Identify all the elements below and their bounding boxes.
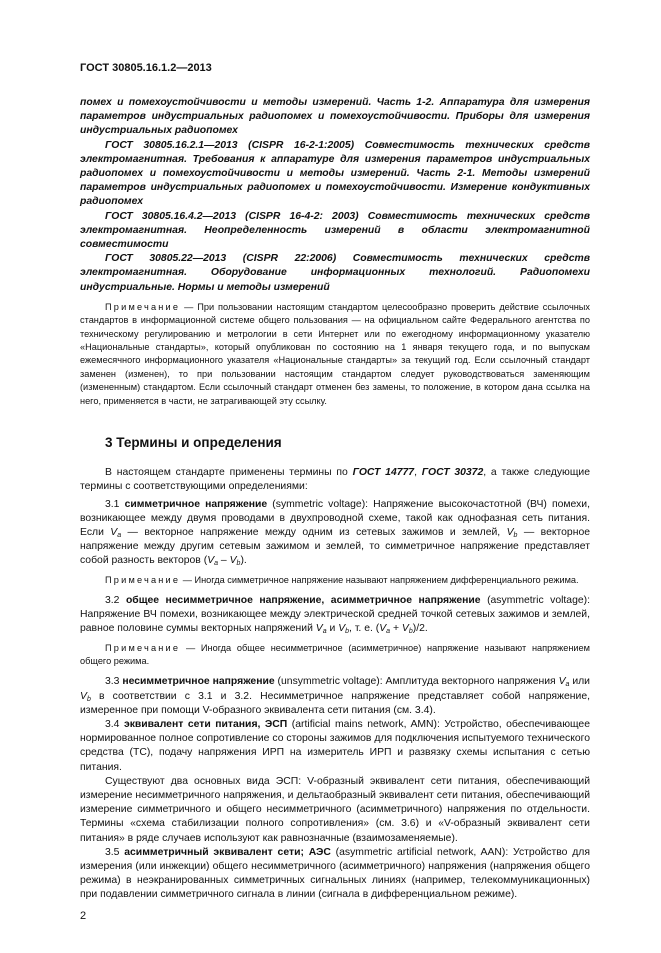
variable-subscript: b: [345, 628, 350, 636]
variable-symbol: V: [401, 623, 409, 635]
variable-symbol: V: [338, 623, 346, 635]
variable: [402, 623, 413, 634]
text-run: (unsymmetric voltage): Амплитуда векторного напряжения: [274, 676, 559, 688]
text-run: ,: [414, 467, 422, 479]
variable: [80, 691, 91, 702]
text-run: +: [390, 623, 402, 635]
variable-symbol: V: [207, 555, 215, 567]
variable-subscript: b: [86, 695, 91, 703]
text-run: и: [326, 623, 339, 635]
term: симметричное напряжение: [124, 498, 268, 510]
variable-symbol: V: [379, 623, 387, 635]
text-run: 3.2: [105, 594, 126, 606]
variable-subscript: b: [408, 628, 413, 636]
paragraph: [80, 210, 590, 253]
note-paragraph: [80, 301, 590, 408]
document-body: [80, 96, 590, 903]
text-run: (artificial mains network, AMN): Устройство, обеспечивающее нормированное полное сопротивление со стороны зажимов для подключения испытуемого технического средства (ТС), подачу напряжения ИРП на измеритель ИРП и развязку схемы испытания с сетью питания.: [80, 718, 590, 773]
text-run: , т. е. (: [349, 623, 380, 635]
text-run: — Иногда симметричное напряжение называют напряжением дифференциального режима.: [180, 574, 579, 585]
term: общее несимметричное напряжение, асимметричное напряжение: [125, 594, 481, 606]
term: асимметричный эквивалент сети; АЭС: [124, 846, 331, 858]
text-run: , а также следующие термины с соответствующими определениями:: [80, 467, 590, 493]
text-run: 3.3: [105, 676, 123, 688]
variable-subscript: b: [236, 560, 241, 568]
text-run: ).: [240, 555, 247, 567]
paragraph: [80, 594, 590, 637]
variable: [110, 527, 121, 538]
variable-symbol: V: [558, 676, 566, 688]
note-label: Примечание: [105, 642, 181, 653]
text-run: в соответствии с 3.1 и 3.2. Несимметричное напряжение представляет собой напряжение, измеренное при помощи V-образного эквивалента сети питания (см. 3.4).: [80, 690, 590, 716]
text-run: В настоящем стандарте применены термины по: [105, 467, 353, 479]
term: несимметричное напряжение: [122, 676, 275, 688]
paragraph: [80, 718, 590, 775]
variable: [559, 676, 570, 687]
variable-symbol: V: [110, 526, 118, 538]
variable-symbol: V: [80, 690, 87, 702]
text-run: — векторное напряжение между одним из сетевых зажимов и землей,: [121, 526, 507, 538]
variable-subscript: a: [386, 628, 391, 636]
text-run: — Иногда общее несимметричное (асимметричное) напряжение называют напряжением общего режима.: [80, 642, 590, 666]
reference: помех и помехоустойчивости и методы измерений. Часть 1-2. Аппаратура для измерения параметров индустриальных радиопомех и помехоустойчивости. Приборы для измерения индустриальных радиопомех: [80, 97, 590, 137]
paragraph: [80, 846, 590, 903]
text-run: (asymmetric artificial network, AAN): Устройство для измерения (или инжекции) общего несимметричного (асимметричного) напряжения (напряжения общего режима) в неэкранированных симметричных сигнальных линиях (например, телекоммуникационных) при подавлении симметричного сигнала в линии (сигнала в дифференциальном режиме).: [80, 846, 590, 901]
text-run: )/2.: [412, 623, 428, 635]
paragraph: [80, 775, 590, 846]
reference: ГОСТ 30805.16.2.1—2013 (CISPR 16-2-1:2005) Совместимость технических средств электромагнитная. Требования к аппаратуре для измерения параметров индустриальных радиопомех и помехоустойчивости и методы измерений. Часть 2-1. Методы измерений параметров индустриальных радиопомех и помехоустойчивости. Измерение кондуктивных радиопомех: [80, 139, 590, 208]
text-run: 3.1: [105, 498, 125, 510]
section-title: 3 Термины и определения: [105, 435, 282, 451]
page-number: 2: [80, 909, 87, 922]
text-run: — При пользовании настоящим стандартом целесообразно проверить действие ссылочных стандартов в информационной системе общего пользования — на официальном сайте Федерального агентства по техническому регулированию и метрологии в сети Интернет или по ежегодному информационному указателю «Национальные стандарты», который опубликован по состоянию на 1 января текущего года, и по выпускам ежемесячного информационного указателя «Национальные стандарты» за текущий год. Если ссылочный стандарт заменен (изменен), то при пользовании настоящим стандартом следует руководствоваться заменяющим (измененным) стандартом. Если ссылочный стандарт отменен без замены, то положение, в котором дана ссылка на него, применяется в части, не затрагивающей эту ссылку.: [80, 301, 590, 406]
text-run: (symmetric voltage): Напряжение высокочастотной (ВЧ) помехи, возникающее между двумя проводами в двухпроводной схеме, такой как однофазная сеть питания. Если: [80, 498, 590, 538]
paragraph: [80, 252, 590, 295]
reference: ГОСТ 30372: [421, 467, 484, 479]
variable-subscript: b: [513, 531, 518, 539]
text-run: –: [218, 555, 230, 567]
paragraph: [80, 675, 590, 718]
note-paragraph: [80, 574, 590, 587]
paragraph: [80, 96, 590, 139]
text-run: 3.4: [105, 718, 124, 730]
variable-subscript: a: [322, 628, 327, 636]
reference: ГОСТ 30805.16.4.2—2013 (CISPR 16-4-2: 2003) Совместимость технических средств электромагнитная. Неопределенность измерений в области электромагнитной совместимости: [80, 210, 590, 251]
variable: [207, 555, 218, 566]
variable-subscript: a: [117, 531, 122, 539]
variable-subscript: a: [565, 681, 570, 689]
variable: [507, 527, 518, 538]
variable: [338, 623, 349, 634]
text-run: или: [569, 676, 590, 688]
text-run: 3.5: [105, 846, 125, 858]
text-run: — векторное напряжение между другим сетевым зажимом и землей, то симметричное напряжение представляет собой разность векторов (: [80, 526, 591, 567]
paragraph: [80, 139, 590, 210]
term: эквивалент сети питания, ЭСП: [123, 718, 288, 730]
note-paragraph: [80, 642, 590, 669]
variable-symbol: V: [506, 526, 514, 538]
reference: ГОСТ 14777: [352, 467, 415, 479]
paragraph: [80, 498, 590, 569]
text-run: Существуют два основных вида ЭСП: V-образный эквивалент сети питания, обеспечивающий измерение несимметричного напряжения, и дельтаобразный эквивалент сети питания, обеспечивающий измерение симметричного и общего несимметричного (асимметричного) напряжения по отдельности. Термины «схема стабилизации полного сопротивления» (см. 3.6) и «V-образный эквивалент сети питания» в ряде случаев используют как равнозначные (взаимозаменяемые).: [80, 775, 590, 844]
variable: [379, 623, 390, 634]
variable: [230, 555, 241, 566]
paragraph: [80, 466, 590, 494]
text-run: (asymmetric voltage): Напряжение ВЧ помехи, возникающее между электрической средней точкой сетевых зажимов и землей, равное половине суммы векторных напряжений: [80, 594, 590, 635]
variable-subscript: a: [214, 560, 219, 568]
reference: ГОСТ 30805.22—2013 (CISPR 22:2006) Совместимость технических средств электромагнитная. Оборудование информационных технологий. Радиопомехи индустриальные. Нормы и методы измерений: [80, 253, 590, 293]
document-header: ГОСТ 30805.16.1.2—2013: [80, 62, 212, 74]
variable-symbol: V: [315, 623, 323, 635]
note-label: Примечание: [105, 301, 181, 312]
variable-symbol: V: [229, 555, 237, 567]
variable: [316, 623, 327, 634]
note-label: Примечание: [105, 574, 181, 585]
